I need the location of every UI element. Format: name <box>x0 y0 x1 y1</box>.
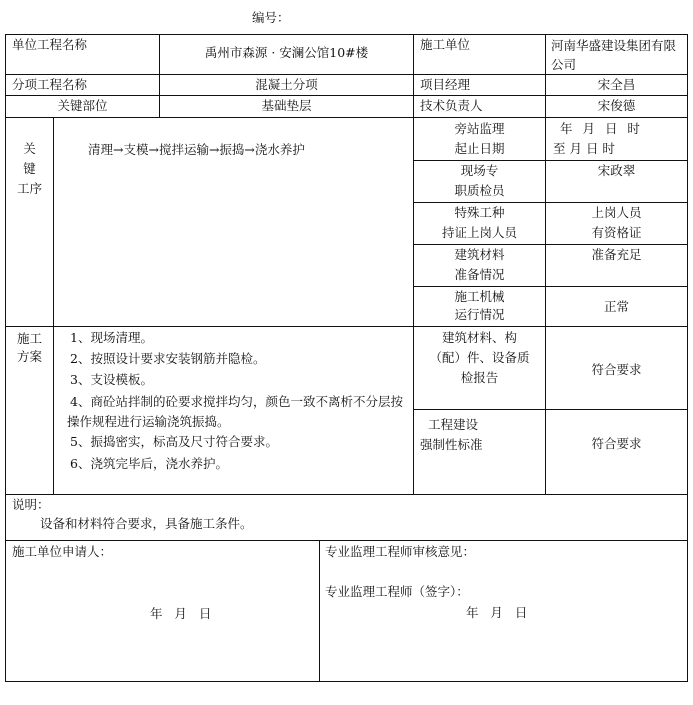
quality-inspector-value: 宋政翠 <box>597 163 636 178</box>
key-process-label-1: 关 <box>23 141 36 156</box>
contractor-value: 河南华盛建设集团有限公司 <box>551 38 677 73</box>
key-part-value: 基础垫层 <box>261 98 312 113</box>
special-workers-label-1: 特殊工种 <box>454 205 505 220</box>
project-manager-label: 项目经理 <box>420 77 471 92</box>
machinery-status-value: 正常 <box>603 299 629 314</box>
supervision-period-label-2: 起止日期 <box>454 141 505 156</box>
supervisor-signature-label: 专业监理工程师（签字）： <box>325 584 469 599</box>
machinery-status-label-1: 施工机械 <box>454 289 505 304</box>
construction-plan-label-1: 施工 <box>16 331 42 346</box>
special-workers-value-1: 上岗人员 <box>591 205 642 220</box>
materials-prep-label-1: 建筑材料 <box>454 247 505 262</box>
supervision-period-label-1: 旁站监理 <box>454 121 505 136</box>
plan-step-5: 5、振捣密实，标高及尺寸符合要求。 <box>70 434 278 449</box>
mandatory-standard-label-2: 强制性标准 <box>420 437 483 452</box>
special-workers-value-2: 有资格证 <box>591 225 642 240</box>
subproject-value: 混凝土分项 <box>255 77 318 92</box>
contractor-label: 施工单位 <box>420 37 471 52</box>
mandatory-standard-value: 符合要求 <box>591 436 642 451</box>
project-name-label: 单位工程名称 <box>12 37 88 52</box>
machinery-status-label-2: 运行情况 <box>454 307 505 322</box>
note-text: 设备和材料符合要求，具备施工条件。 <box>40 516 253 531</box>
technical-lead-label: 技术负责人 <box>420 98 483 113</box>
material-report-label-2: （配）件、设备质 <box>429 350 530 365</box>
key-process-label-3: 工序 <box>16 181 42 196</box>
quality-inspector-label-2: 职质检员 <box>454 183 505 198</box>
note-label: 说明： <box>12 497 50 512</box>
quality-inspector-label-1: 现场专 <box>460 163 499 178</box>
subproject-label: 分项工程名称 <box>12 77 88 92</box>
key-part-label: 关键部位 <box>57 98 108 113</box>
material-report-label-1: 建筑材料、构 <box>441 330 517 345</box>
supervision-period-end: 至 月 日 时 <box>553 141 615 156</box>
document-number-label: 编号： <box>252 10 290 25</box>
plan-step-1: 1、现场清理。 <box>70 330 153 345</box>
technical-lead-value: 宋俊德 <box>597 98 636 113</box>
mandatory-standard-label-1: 工程建设 <box>428 417 479 432</box>
applicant-date: 年 月 日 <box>150 606 212 621</box>
key-process-label-2: 键 <box>23 161 36 176</box>
material-report-label-3: 检报告 <box>460 370 499 385</box>
plan-step-3: 3、支设模板。 <box>70 372 153 387</box>
construction-plan-label-2: 方案 <box>16 349 42 364</box>
plan-step-2: 2、按照设计要求安装钢筋并隐检。 <box>70 351 266 366</box>
supervisor-date: 年 月 日 <box>466 605 528 620</box>
material-report-value: 符合要求 <box>591 362 642 377</box>
supervision-period-start: 年 月 日 时 <box>560 121 640 136</box>
plan-step-6: 6、浇筑完毕后，浇水养护。 <box>70 456 228 471</box>
materials-prep-value: 准备充足 <box>591 247 642 262</box>
plan-step-4: 4、商砼站拌制的砼要求搅拌均匀，颜色一致不离析不分层按操作规程进行运输浇筑振捣。 <box>67 394 403 429</box>
project-manager-value: 宋全昌 <box>597 77 636 92</box>
key-process-flow: 清理→支模→搅拌运输→振捣→浇水养护 <box>88 142 305 157</box>
special-workers-label-2: 持证上岗人员 <box>441 225 517 240</box>
materials-prep-label-2: 准备情况 <box>454 267 505 282</box>
project-name-value: 禹州市森源 · 安澜公馆10#楼 <box>204 45 369 60</box>
supervisor-review-label: 专业监理工程师审核意见： <box>325 544 476 559</box>
applicant-label: 施工单位申请人： <box>12 544 113 559</box>
